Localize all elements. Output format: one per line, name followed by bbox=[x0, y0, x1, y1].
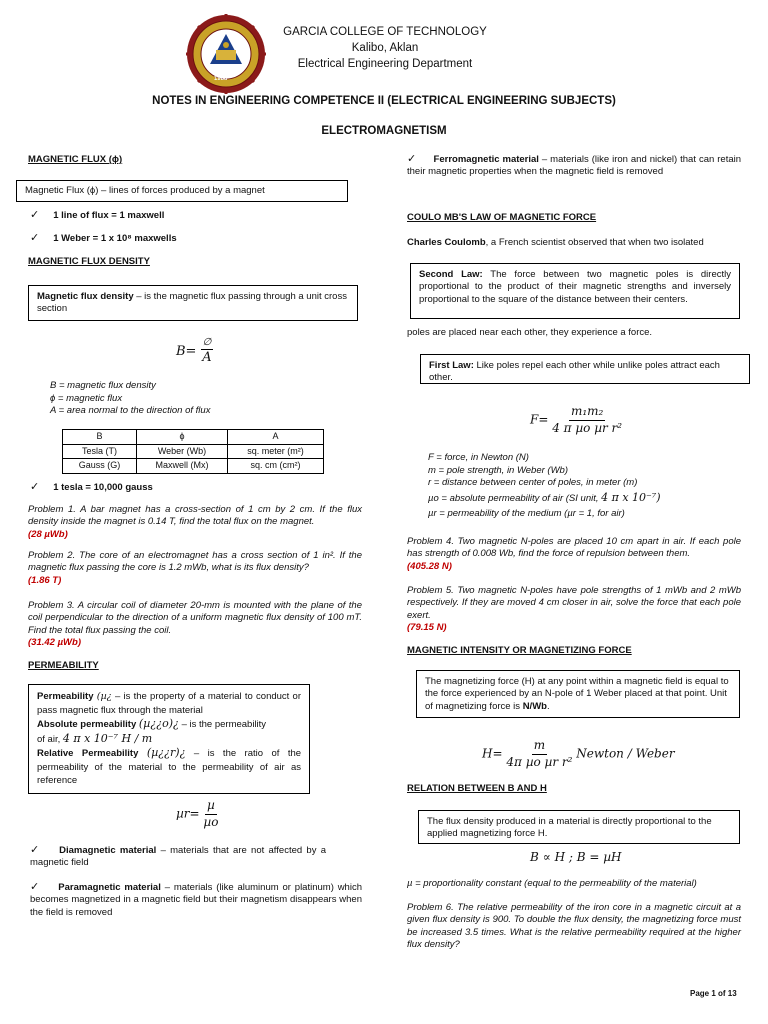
college-header bbox=[270, 24, 500, 72]
legend-line: F = force, in Newton (N) bbox=[428, 452, 529, 463]
table-header-cell: B bbox=[63, 430, 137, 445]
intensity-definition-box bbox=[416, 670, 740, 718]
formula-fraction bbox=[203, 798, 218, 830]
problem-answer: (28 µWb) bbox=[28, 528, 68, 540]
paramagnetic-text: – materials (like aluminum or platinum) which becomes magnetized in a magnetic field but their magnetism disappears when the field is removed bbox=[30, 882, 362, 918]
first-law-text: Like poles repel each other while unlike poles attract each other. bbox=[429, 360, 720, 384]
intensity-heading: MAGNETIC INTENSITY OR MAGNETIZING FORCE bbox=[407, 645, 632, 656]
problem-text: Problem 5. Two magnetic N-poles have pole strengths of 1 mWb and 2 mWb respectively. If they are moved 4 cm closer in air, solve the force that each pole exert. bbox=[407, 585, 741, 621]
relation-heading: RELATION BETWEEN B AND H bbox=[407, 783, 547, 794]
paramagnetic-item bbox=[30, 880, 362, 919]
coulomb-force-formula bbox=[530, 404, 622, 436]
ferromagnetic-item bbox=[407, 152, 741, 179]
density-heading: MAGNETIC FLUX DENSITY bbox=[28, 256, 150, 267]
flux-definition: Magnetic Flux (ϕ) – lines of forces produced by a magnet bbox=[25, 185, 265, 196]
coulomb-continued: poles are placed near each other, they experience a force. bbox=[407, 327, 653, 338]
formula-lhs: H= bbox=[482, 746, 503, 761]
coulomb-heading: COULO MB'S LAW OF MAGNETIC FORCE bbox=[407, 212, 597, 223]
table-cell: Tesla (T) bbox=[63, 444, 137, 459]
formula-lhs: B= bbox=[176, 343, 197, 359]
legend-line: ϕ = magnetic flux bbox=[50, 392, 123, 404]
formula-unit: Newton / Weber bbox=[576, 746, 675, 761]
intensity-formula bbox=[482, 738, 675, 770]
paramagnetic-term: Paramagnetic material bbox=[58, 882, 161, 893]
density-def-text: – is the magnetic flux passing through a unit cross section bbox=[37, 291, 347, 315]
table-header-row bbox=[63, 430, 324, 445]
problem-6 bbox=[407, 902, 741, 951]
college-name: GARCIA COLLEGE OF TECHNOLOGY bbox=[283, 26, 487, 38]
ferromagnetic-term: Ferromagnetic material bbox=[433, 154, 539, 165]
perm-symbol: (µ¿ bbox=[96, 691, 112, 702]
perm-term: Permeability bbox=[37, 691, 94, 702]
topic-title: ELECTROMAGNETISM bbox=[321, 125, 447, 137]
intensity-unit: N/Wb bbox=[522, 700, 547, 712]
legend-line: A = area normal to the direction of flux bbox=[50, 405, 211, 416]
formula-num: ∅ bbox=[202, 337, 212, 348]
second-law-label: Second Law: bbox=[419, 269, 483, 280]
legend-line-mu-r: µr = permeability of the medium (µr = 1, for air) bbox=[428, 508, 625, 519]
formula-lhs: µr= bbox=[176, 806, 200, 821]
formula-num: m bbox=[532, 738, 547, 755]
permeability-box bbox=[28, 684, 310, 794]
diamagnetic-term: Diamagnetic material bbox=[59, 845, 157, 856]
problem-2 bbox=[28, 550, 362, 587]
mu-o-text: µo = absolute permeability of air (SI unit, bbox=[428, 492, 602, 504]
flux-definition-box bbox=[16, 180, 348, 202]
formula-den: µo bbox=[203, 814, 219, 829]
abs-perm-value: 4 π x 10⁻⁷ H / m bbox=[62, 731, 153, 745]
relative-permeability-formula bbox=[176, 798, 218, 830]
college-logo bbox=[186, 14, 266, 94]
table-row bbox=[63, 444, 324, 459]
diamagnetic-item bbox=[30, 843, 326, 870]
formula-den: 4 π µo µr r² bbox=[552, 420, 623, 435]
flux-heading: MAGNETIC FLUX (ϕ) bbox=[28, 154, 123, 165]
table-header-cell: ϕ bbox=[137, 430, 228, 445]
coulomb-name: Charles Coulomb bbox=[407, 237, 486, 248]
formula-num: m₁m₂ bbox=[569, 404, 605, 421]
problem-1 bbox=[28, 504, 362, 541]
formula-den: A bbox=[202, 350, 212, 365]
legend-line: m = pole strength, in Weber (Wb) bbox=[428, 464, 569, 476]
mu-o-value: 4 π x 10⁻⁷) bbox=[601, 490, 661, 504]
problem-text: Problem 4. Two magnetic N-poles are placed 10 cm apart in air. If each pole has strength of 0.008 Wb, find the force of repulsion between them. bbox=[407, 536, 741, 560]
problem-3 bbox=[28, 600, 362, 649]
force-legend bbox=[428, 452, 661, 521]
relation-formula: B ∝ H ; B = µH bbox=[530, 850, 622, 864]
department-name: Electrical Engineering Department bbox=[297, 58, 473, 70]
problem-answer: (79.15 N) bbox=[407, 622, 447, 634]
perm-text: – is the property of a material to conduct or pass magnetic flux through the material bbox=[37, 691, 302, 716]
density-def-term: Magnetic flux density bbox=[37, 291, 134, 302]
diamagnetic-text: – materials that are not affected by a magnetic field bbox=[30, 845, 327, 869]
logo-year: 1988 bbox=[214, 76, 228, 82]
abs-perm-symbol: (µ¿¿o)¿ bbox=[138, 717, 179, 730]
document-title: NOTES IN ENGINEERING COMPETENCE II (ELECTRICAL ENGINEERING SUBJECTS) bbox=[152, 95, 616, 107]
first-law-box bbox=[420, 354, 750, 384]
relation-definition-box bbox=[418, 810, 740, 844]
second-law-text: The force between two magnetic poles is directly proportional to the product of their magnetic strengths and inversely proportional to the square of the distance between their centers. bbox=[419, 269, 731, 305]
coulomb-intro-text: , a French scientist observed that when two isolated bbox=[485, 237, 704, 248]
coulomb-intro bbox=[407, 237, 747, 249]
rel-perm-term: Relative Permeability bbox=[37, 748, 139, 759]
formula-fraction bbox=[506, 738, 572, 770]
problem-text: Problem 1. A bar magnet has a cross-section of 1 cm by 2 cm. If the flux density inside the magnet is 0.14 T, find the total flux on the magnet. bbox=[28, 504, 362, 528]
college-location: Kalibo, Aklan bbox=[351, 42, 419, 54]
tesla-bullet: ✓ 1 tesla = 10,000 gauss bbox=[30, 480, 153, 494]
formula-den: 4π µo µr r² bbox=[506, 754, 573, 769]
table-cell: Maxwell (Mx) bbox=[137, 459, 228, 474]
page-number: Page 1 of 13 bbox=[690, 989, 737, 998]
formula-fraction bbox=[552, 404, 622, 436]
mu-definition: µ = proportionality constant (equal to the permeability of the material) bbox=[407, 878, 697, 889]
first-law-label: First Law: bbox=[429, 360, 474, 371]
density-legend bbox=[50, 380, 210, 418]
problem-text: Problem 3. A circular coil of diameter 20-mm is mounted with the plane of the coil perpendicular to the direction of a uniform magnetic flux density of 100 mT. Find the total flux passing the coil. bbox=[28, 600, 362, 636]
table-cell: sq. cm (cm²) bbox=[227, 459, 323, 474]
table-cell: sq. meter (m²) bbox=[227, 444, 323, 459]
problem-answer: (1.86 T) bbox=[28, 574, 62, 586]
table-cell: Weber (Wb) bbox=[137, 444, 228, 459]
abs-perm-text: – is the permeability bbox=[178, 719, 267, 730]
problem-text: Problem 6. The relative permeability of the iron core in a magnetic circuit at a given flux density is 900. To double the flux density, the magnetizing force must be increased 3.5 times. What is the relative permeability required at the higher flux density? bbox=[407, 902, 741, 951]
flux-bullet-1: ✓ 1 line of flux = 1 maxwell bbox=[30, 208, 164, 222]
problem-4 bbox=[407, 536, 741, 573]
units-table bbox=[62, 429, 324, 474]
problem-answer: (405.28 N) bbox=[407, 560, 452, 572]
table-cell: Gauss (G) bbox=[63, 459, 137, 474]
intensity-def-end: . bbox=[546, 700, 550, 712]
abs-perm-text-2: of air, bbox=[37, 733, 63, 745]
formula-fraction bbox=[201, 336, 214, 367]
problem-answer: (31.42 µWb) bbox=[28, 637, 81, 649]
density-definition-box bbox=[28, 285, 358, 321]
legend-line-mu-o bbox=[428, 492, 661, 506]
second-law-box bbox=[410, 263, 740, 319]
relation-def-text: The flux density produced in a material is directly proportional to the applied magnetizing force H. bbox=[427, 816, 712, 840]
formula-lhs: F= bbox=[530, 412, 549, 427]
permeability-heading: PERMEABILITY bbox=[28, 660, 99, 671]
density-formula bbox=[176, 336, 213, 367]
rel-perm-text: – is the ratio of the permeability of the material to the permeability of air as reference bbox=[37, 748, 302, 786]
table-row bbox=[63, 459, 324, 474]
problem-5 bbox=[407, 585, 741, 634]
legend-line: B = magnetic flux density bbox=[50, 380, 156, 391]
legend-line: r = distance between center of poles, in meter (m) bbox=[428, 477, 638, 488]
table-header-cell: A bbox=[227, 430, 323, 445]
flux-bullet-2: ✓ 1 Weber = 1 x 10⁸ maxwells bbox=[30, 231, 177, 245]
problem-text: Problem 2. The core of an electromagnet has a cross section of 1 in². If the magnetic flux passing the core is 1.2 mWb, what is its flux density? bbox=[28, 550, 362, 574]
ferromagnetic-text: – materials (like iron and nickel) that can retain their magnetic properties when the magnetic field is removed bbox=[407, 154, 742, 178]
rel-perm-symbol: (µ¿¿r)¿ bbox=[146, 746, 186, 759]
intensity-def-text: The magnetizing force (H) at any point within a magnetic field is equal to the force experienced by an N-pole of 1 Weber placed at that point. Unit of magnetizing force is bbox=[425, 676, 729, 712]
abs-perm-term: Absolute permeability bbox=[37, 719, 137, 730]
formula-num: µ bbox=[205, 798, 217, 815]
